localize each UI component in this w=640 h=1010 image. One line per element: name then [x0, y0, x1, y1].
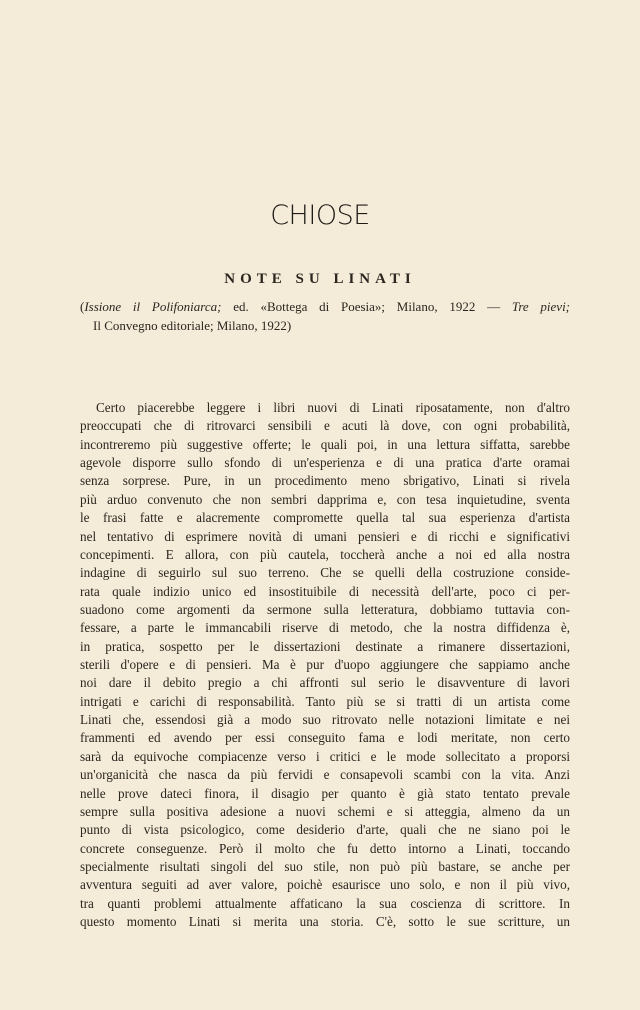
body-text-line: Linati che, essendosi già a modo suo ritrovato nelle notazioni limitate e nei	[80, 712, 570, 728]
body-text-line: fessare, a parte le immancabili riserve di metodo, che la nostra diffidenza è,	[80, 620, 570, 636]
body-text-line: rata quale indizio unico ed insostituibile di necessità dell'arte, poco ci per-	[80, 583, 570, 599]
body-text-line: sarà da equivoche compiacenze verso i critici e le mode sollecitato a proporsi	[80, 748, 570, 764]
page-title: CHIOSE	[270, 200, 370, 231]
body-text-line: concepimenti. E allora, con più cautela, toccherà anche a noi ed alla nostra	[80, 546, 570, 562]
body-text-line: un'organicità che nasca da più fervidi e consapevoli scambi con la vita. Anzi	[80, 767, 570, 783]
body-text-line: questo momento Linati si merita una storia. C'è, sotto le sue scritture, un	[80, 914, 570, 930]
body-text-line: senza sorprese. Pure, in un procedimento meno sbrigativo, Linati si rivela	[80, 473, 570, 489]
body-text-line: specialmente risultati singoli del suo stile, non può più bastare, se anche per	[80, 858, 570, 874]
article-body	[80, 399, 570, 931]
citation-work-2: Tre pievi;	[511, 299, 571, 314]
body-text-line: sempre sulla positiva adesione a nuovi schemi e si atteggia, almeno da un	[80, 803, 570, 819]
citation-work-1: Issione il Polifoniarca;	[84, 299, 222, 314]
citation-publisher-1: ed. «Bottega di Poesia»; Milano, 1922 —	[221, 299, 512, 314]
body-text-line: più arduo convenuto che non sembri dapprima e, con tesa inquietudine, sventa	[80, 491, 570, 507]
body-text-line: suadono come argomenti da sermone sulla letteratura, dobbiamo tuttavia con-	[80, 601, 570, 617]
citation-line-1	[80, 297, 570, 316]
citation-open-paren: (	[80, 299, 85, 314]
body-text-line: indagine di seguirlo sul suo terreno. Che se quelli della costruzione conside-	[80, 565, 570, 581]
body-text-line: nel tentativo di esprimere novità di umani pensieri e di ricchi e significativi	[80, 528, 570, 544]
body-text-line: Certo piacerebbe leggere i libri nuovi di Linati riposatamente, non d'altro	[96, 400, 570, 415]
body-text-line: frammenti ed avendo per essi conseguito fama e lodi meritate, non certo	[80, 730, 570, 746]
body-text-line: intrigati e carichi di responsabilità. Tanto più se si tratti di un artista come	[80, 693, 570, 709]
body-text-line: nelle prove dateci finora, il disagio per quanto è già stato tentato prevale	[80, 785, 570, 801]
body-text-line: punto di vista psicologico, come desiderio d'arte, quali che ne siano poi le	[80, 822, 570, 838]
body-text-line: noi dare il debito pregio a chi affronti sul serio le disavventure di lavori	[80, 675, 570, 691]
body-text-line: agevole disporre sullo sfondo di un'esperienza e di una pratica d'arte oramai	[80, 455, 570, 471]
bibliographic-citation	[80, 297, 570, 335]
body-text-line: incontreremo più suggestive offerte; le quali poi, in una lettura siffatta, sarebbe	[80, 436, 570, 452]
citation-line-2: Il Convegno editoriale; Milano, 1922)	[93, 318, 292, 333]
body-text-line: tra quanti problemi attualmente affaticano la sua coscienza di scrittore. In	[80, 895, 570, 911]
body-text-line: preoccupati che di ritrovarci sensibili e acuti là dove, con ogni probabilità,	[80, 418, 570, 434]
body-text-line: avventura seguiti ad aver valore, poichè esaurisce uno solo, e non il più vivo,	[80, 877, 570, 893]
body-text-line: concrete conseguenze. Però il molto che fu detto intorno a Linati, toccando	[80, 840, 570, 856]
body-text-line: sterili d'opere e di pensieri. Ma è pur d'uopo aggiungere che sappiamo anche	[80, 657, 570, 673]
article-heading: NOTE SU LINATI	[224, 271, 416, 287]
body-text-line: in pratica, sospetto per le dissertazioni destinate a rimanere dissertazioni,	[80, 638, 570, 654]
body-text-line: le frasi fatte e alacremente compromette quella tal sua esperienza d'artista	[80, 510, 570, 526]
